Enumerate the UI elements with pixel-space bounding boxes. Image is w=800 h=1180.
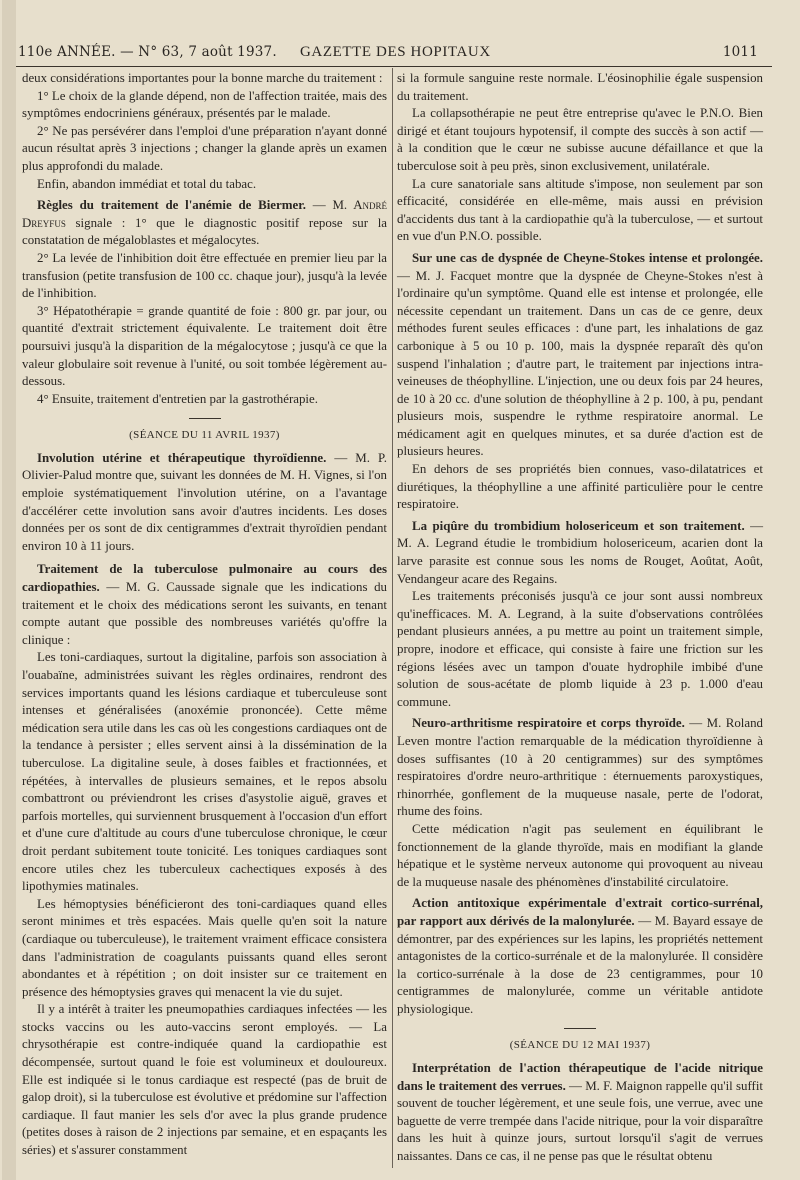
column-separator [392, 68, 393, 1168]
article-title: La piqûre du trombidium holosericeum et son traitement. [412, 518, 745, 533]
paragraph: Les traitements préconisés jusqu'à ce jour sont aussi nombreux qu'inefficaces. M. A. Legrand, à la suite d'observations contrôlées pendant plusieurs années, a pu mettre au point un traitement simple, propre, inodore et efficace, qui consiste à faire une friction sur les régions lésées avec un tampon d'ouate hydrophile imbibé d'une solution de sous-acétate de plomb liquide à 23 p. 1.000 d'eau commune. [397, 589, 763, 709]
section-rule [189, 418, 221, 419]
session-heading: (SÉANCE DU 11 AVRIL 1937) [129, 429, 280, 442]
article-title: Sur une cas de dyspnée de Cheyne-Stokes intense et prolongée. [412, 250, 763, 265]
paragraph: Cette médication n'agit pas seulement en équilibrant le fonctionnement de la glande thyroïde, mais en modifiant la glande hépatique et le système nerveux autonome qui provoquent au niveau de la muqueuse nasale des phénomènes d'instabilité circulatoire. [397, 821, 763, 889]
page-header [18, 40, 772, 66]
article-text: — M. A. Legrand étudie le trombidium holosericeum, acarien dont la larve parasite est connue sous les noms de Rouget, Aoûtat, Août, Vendangeur acare des Regains. [397, 518, 763, 586]
issue-line: 110e ANNÉE. — N° 63, 7 août 1937. [18, 44, 277, 60]
article-title: Interprétation de l'action thérapeutique de l'acide nitrique dans le traitement des verrues. [397, 1061, 763, 1093]
paragraph: Les hémoptysies bénéficieront des toni-cardiaques quand elles seront minimes et très espacées. Mais quelle qu'en soit la nature (cardiaque ou tuberculeuse), le traitement vraiment efficace consistera dans l'administration de coagulants puissants quand elles seront abondantes et à répétition ; on doit insister sur ce traitement en présence des hémoptysies graves qui menacent la vie du sujet. [22, 896, 387, 999]
article-cheyne-stokes [397, 250, 763, 461]
paragraph: 2° La levée de l'inhibition doit être effectuée en premier lieu par la transfusion (petite transfusion de 100 cc. chaque jour), jusqu'à la levée de l'inhibition. [22, 250, 387, 301]
paragraph: 4° Ensuite, traitement d'entretien par la gastrothérapie. [37, 391, 318, 406]
article-text: — M. J. Facquet montre que la dyspnée de Cheyne-Stokes n'est à l'ordinaire qu'un symptôme. Quand elle est intense et prolongée, elle nécessite cependant un traitement. Dans un cas de ce genre, deux méthodes furent seules efficaces : d'une part, les inhalations de gaz carbonique à 5 ou 10 p. 100, mais la dyspnée reparaît dès qu'on suspend l'inhalation ; d'autre part, le traitement par injections intra-veineuses de théophylline. L'injection, une ou deux fois par 24 heures, de 10 à 20 cc. d'une solution de théophylline à 2 p. 100, à pu, pendant plusieurs mois, suspendre le rythme respiratoire anormal. Le médicament agit en quelques minutes, et sa durée d'action est de plusieurs heures. [397, 268, 763, 459]
article-title: Action antitoxique expérimentale d'extrait cortico-surrénal, par rapport aux dérivés de la malonylurée. [397, 896, 763, 928]
article-biermer [22, 197, 387, 250]
article-text: — M. G. Caussade signale que les indications du traitement et le choix des médications seront les suivants, en tenant compte autant que possible des nombreuses variétés qu'offre la clinique : [22, 580, 387, 647]
article-title: Involution utérine et thérapeutique thyroïdienne. [37, 450, 327, 465]
article-text: — M. P. Olivier-Palud montre que, suivant les données de M. H. Vignes, si l'on emploie systématiquement l'involution utérine, on a l'avantage d'accélérer cette involution sans avoir d'autres incidents. Les doses données per os sont de dix centigrammes d'extrait thyroïdien pendant environ 10 à 11 jours. [22, 450, 387, 553]
article-trombidium [397, 518, 763, 588]
header-rule [16, 66, 772, 67]
paragraph: si la formule sanguine reste normale. L'éosinophilie égale suspension du traitement. [397, 71, 763, 103]
article-text: — M. Bayard essaye de démontrer, par des expériences sur les lapins, les propriétés nettement antagonistes de la cortico-surrénale et de la malonylurée. Il considère la cortico-surrénale à la dose de 23 centigrammes, pour 10 centigrammes de malonylurée, comme un véritable antidote physiologique. [397, 913, 763, 1016]
article-antitoxique [397, 895, 763, 1018]
article-neuro-arthritisme [397, 715, 763, 821]
page-number: 1011 [722, 44, 758, 60]
paragraph: En dehors de ses propriétés bien connues, vaso-dilatatrices et diurétiques, la théophylline a une affinité particulière pour le centre respiratoire. [397, 462, 763, 512]
page-edge [2, 0, 16, 1180]
article-tuberculose [22, 561, 387, 649]
paragraph: 2° Ne pas persévérer dans l'emploi d'une préparation n'ayant donné aucun résultat après 3 injections ; changer la glande après un examen plus approfondi du malade. [22, 123, 387, 173]
paragraph: La collapsothérapie ne peut être entreprise qu'avec le P.N.O. Bien dirigé et étant toujours hypotensif, il compte des succès à son actif — à la condition que le cœur ne subisse aucune défaillance et que la tuberculose soit à peu près, sinon exclusivement, unilatérale. [397, 106, 763, 173]
article-title: Traitement de la tuberculose pulmonaire au cours des cardiopathies. [22, 562, 387, 595]
session-heading: (SÉANCE DU 12 MAI 1937) [509, 1039, 651, 1052]
article-title: Règles du traitement de l'anémie de Biermer. [37, 198, 306, 213]
journal-title: GAZETTE DES HOPITAUX [300, 44, 491, 60]
section-rule [564, 1028, 596, 1029]
article-author: — M. André Dreyfus [22, 198, 388, 230]
article-text: signale : 1° que le diagnostic positif repose sur la constatation de mégaloblastes et mégalocytes. [22, 215, 387, 248]
paragraph: La cure sanatoriale sans altitude s'impose, non seulement par son efficacité, considérée en elle-même, mais aussi en prévision d'accidents dus tant à la cardiopathie qu'à la tuberculose, — et surtout en vue d'un P.N.O. possible. [397, 176, 763, 244]
paragraph: 1° Le choix de la glande dépend, non de l'affection traitée, mais des symptômes endocriniens généraux, présentés par le malade. [22, 88, 387, 121]
article-text: — M. F. Maignon rappelle qu'il suffit souvent de toucher légèrement, et une seule fois, une verrue, avec une baguette de verre trempée dans l'acide nitrique, pour la voir disparaître dans les huit à quinze jours, surtout lorsqu'il s'agit de verrues naissantes. Dans ce cas, il ne pense pas que le résultat obtenu [397, 1078, 763, 1164]
left-column [22, 70, 387, 1160]
paragraph: Il y a intérêt à traiter les pneumopathies cardiaques infectées — les stocks vaccins ou les auto-vaccins seront employés. — La chrysothérapie est contre-indiquée quand la cardiopathie est décompensée, surtout quand le foie est volumineux et douloureux. Elle est indiquée si le tonus cardiaque est respecté (pas de bruit de galop droit), si la tuberculose est évolutive et prédomine sur l'affection cardiaque. Il faut manier les sels d'or avec la plus grande prudence (petites doses à raison de 2 injections par semaine, et en espaçants les séries) et s'assurer constamment [22, 1002, 387, 1158]
paragraph: 3° Hépatothérapie = grande quantité de foie : 800 gr. par jour, ou quantité d'extrait strictement équivalente. Le traitement doit être poursuivi jusqu'à la disparition de la mégalocytose ; jusqu'à ce que la valeur globulaire soit revenue à l'unité, ou soit tombée légèrement au-dessous. [22, 303, 387, 389]
paragraph: deux considérations importantes pour la bonne marche du traitement : [22, 71, 383, 85]
right-column [397, 70, 763, 1166]
article-involution [22, 450, 387, 556]
article-title: Neuro-arthritisme respiratoire et corps thyroïde. [412, 716, 685, 731]
paragraph: Enfin, abandon immédiat et total du tabac. [37, 176, 257, 191]
paragraph: Les toni-cardiaques, surtout la digitaline, parfois son association à l'ouabaïne, administrées suivant les règles ordinaires, rendront des services importants quand les lésions cardiaque et tuberculeuse sont intenses et généralisées (anoxémie prononcée). Cette même médication sera utile dans les cas où les congestions cardiaques ont de la tendance à persister ; elles servent ainsi à la dissémination de la tuberculose. La digitaline seule, à doses faibles et fractionnées, et répétées, à intervalles de plusieurs semaines, et le repos absolu combattront ou préviendront les crises d'asystolie aiguë, graves et parfois mortelles, qui surviennent brusquement à l'occasion d'un effort et d'une cure d'altitude au cours d'une tuberculose chronique, le cœur droit perdant subitement toute tonicité. Les toniques cardiaques sont encore utiles chez les tuberculeux cachectiques exposés à des lipothymies matinales. [22, 650, 387, 894]
article-acide-nitrique [397, 1060, 763, 1166]
article-text: — M. Roland Leven montre l'action remarquable de la médication thyroïdienne à doses suffisantes (10 à 20 centigrammes) sur des symptômes respiratoires d'ordre neuro-arthritique : éternuements paroxystiques, rhinorrhée, gonflement de la muqueuse nasale, perte de l'odorat, rhume des foins. [397, 716, 763, 819]
